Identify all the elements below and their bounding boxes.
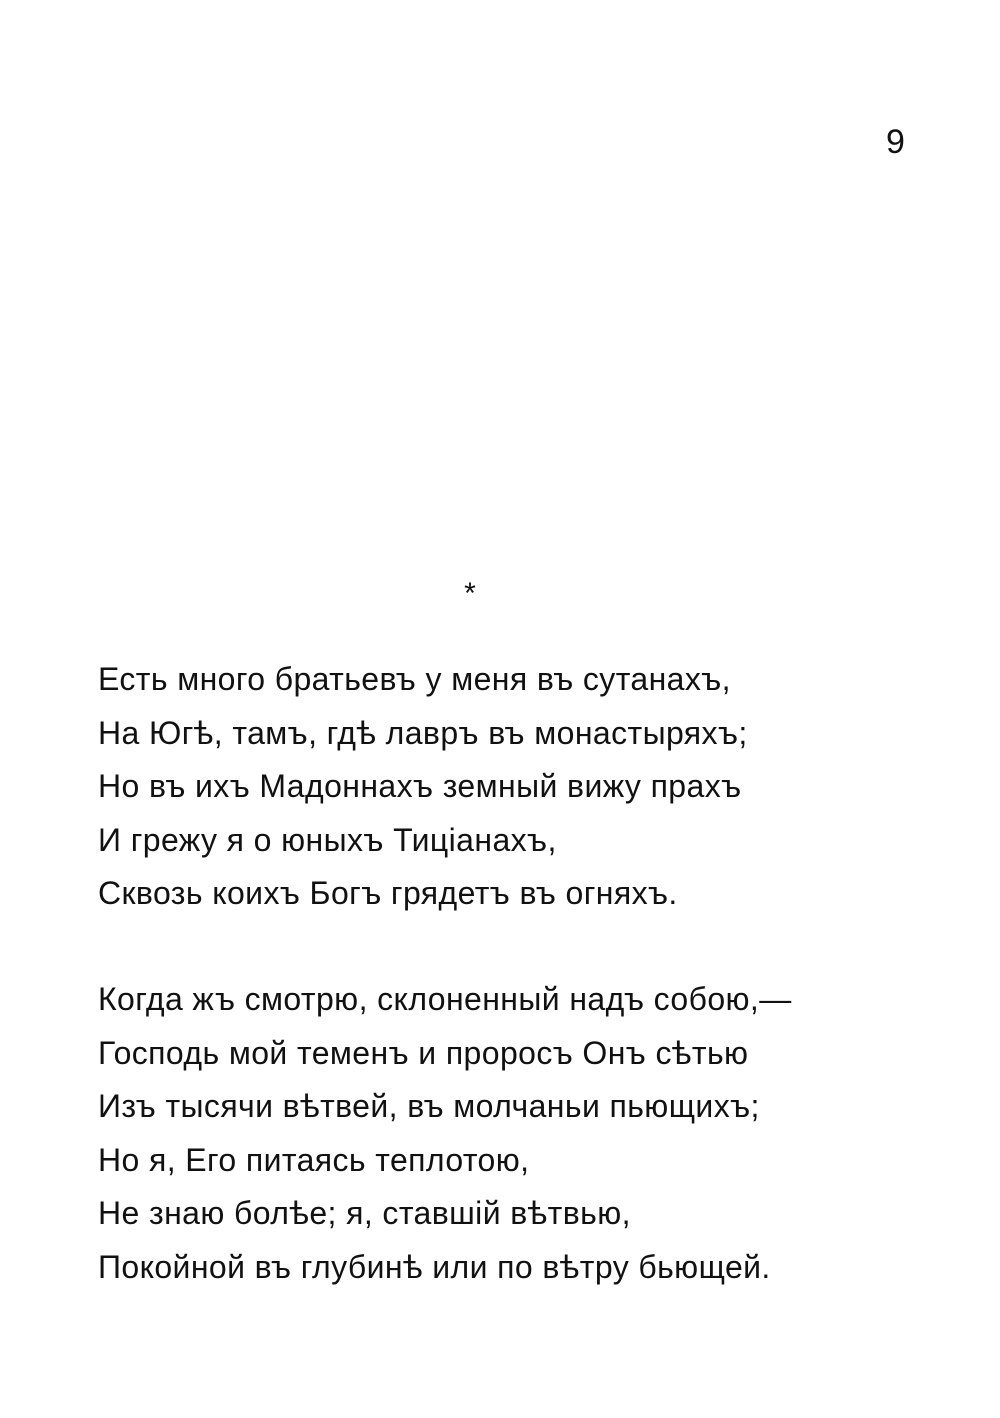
verse-line: Изъ тысячи вѣтвей, въ молчаньи пьющихъ; bbox=[98, 1088, 760, 1124]
verse-line: Когда жъ смотрю, склоненный надъ собою,— bbox=[98, 981, 792, 1017]
page-number: 9 bbox=[886, 123, 905, 161]
poem-stanza-1 bbox=[98, 653, 958, 921]
verse-line: Сквозь коихъ Богъ грядетъ въ огняхъ. bbox=[98, 875, 678, 911]
poem-stanza-2 bbox=[98, 973, 958, 1294]
verse-line: Покойной въ глубинѣ или по вѣтру бьющей. bbox=[98, 1248, 771, 1285]
verse-line: Но въ ихъ Мадоннахъ земный вижу прахъ bbox=[98, 768, 742, 804]
verse-line: Господь мой теменъ и проросъ Онъ сѣтью bbox=[98, 1034, 749, 1071]
section-ornament: * bbox=[464, 577, 476, 610]
verse-line: Но я, Его питаясь теплотою, bbox=[98, 1141, 530, 1178]
verse-line: Есть много братьевъ у меня въ сутанахъ, bbox=[98, 661, 731, 697]
verse-line: Не знаю болѣе; я, ставшій вѣтвью, bbox=[98, 1195, 631, 1231]
verse-line: И грежу я о юныхъ Тиціанахъ, bbox=[98, 821, 557, 858]
verse-line: На Югѣ, тамъ, гдѣ лавръ въ монастыряхъ; bbox=[98, 714, 748, 751]
